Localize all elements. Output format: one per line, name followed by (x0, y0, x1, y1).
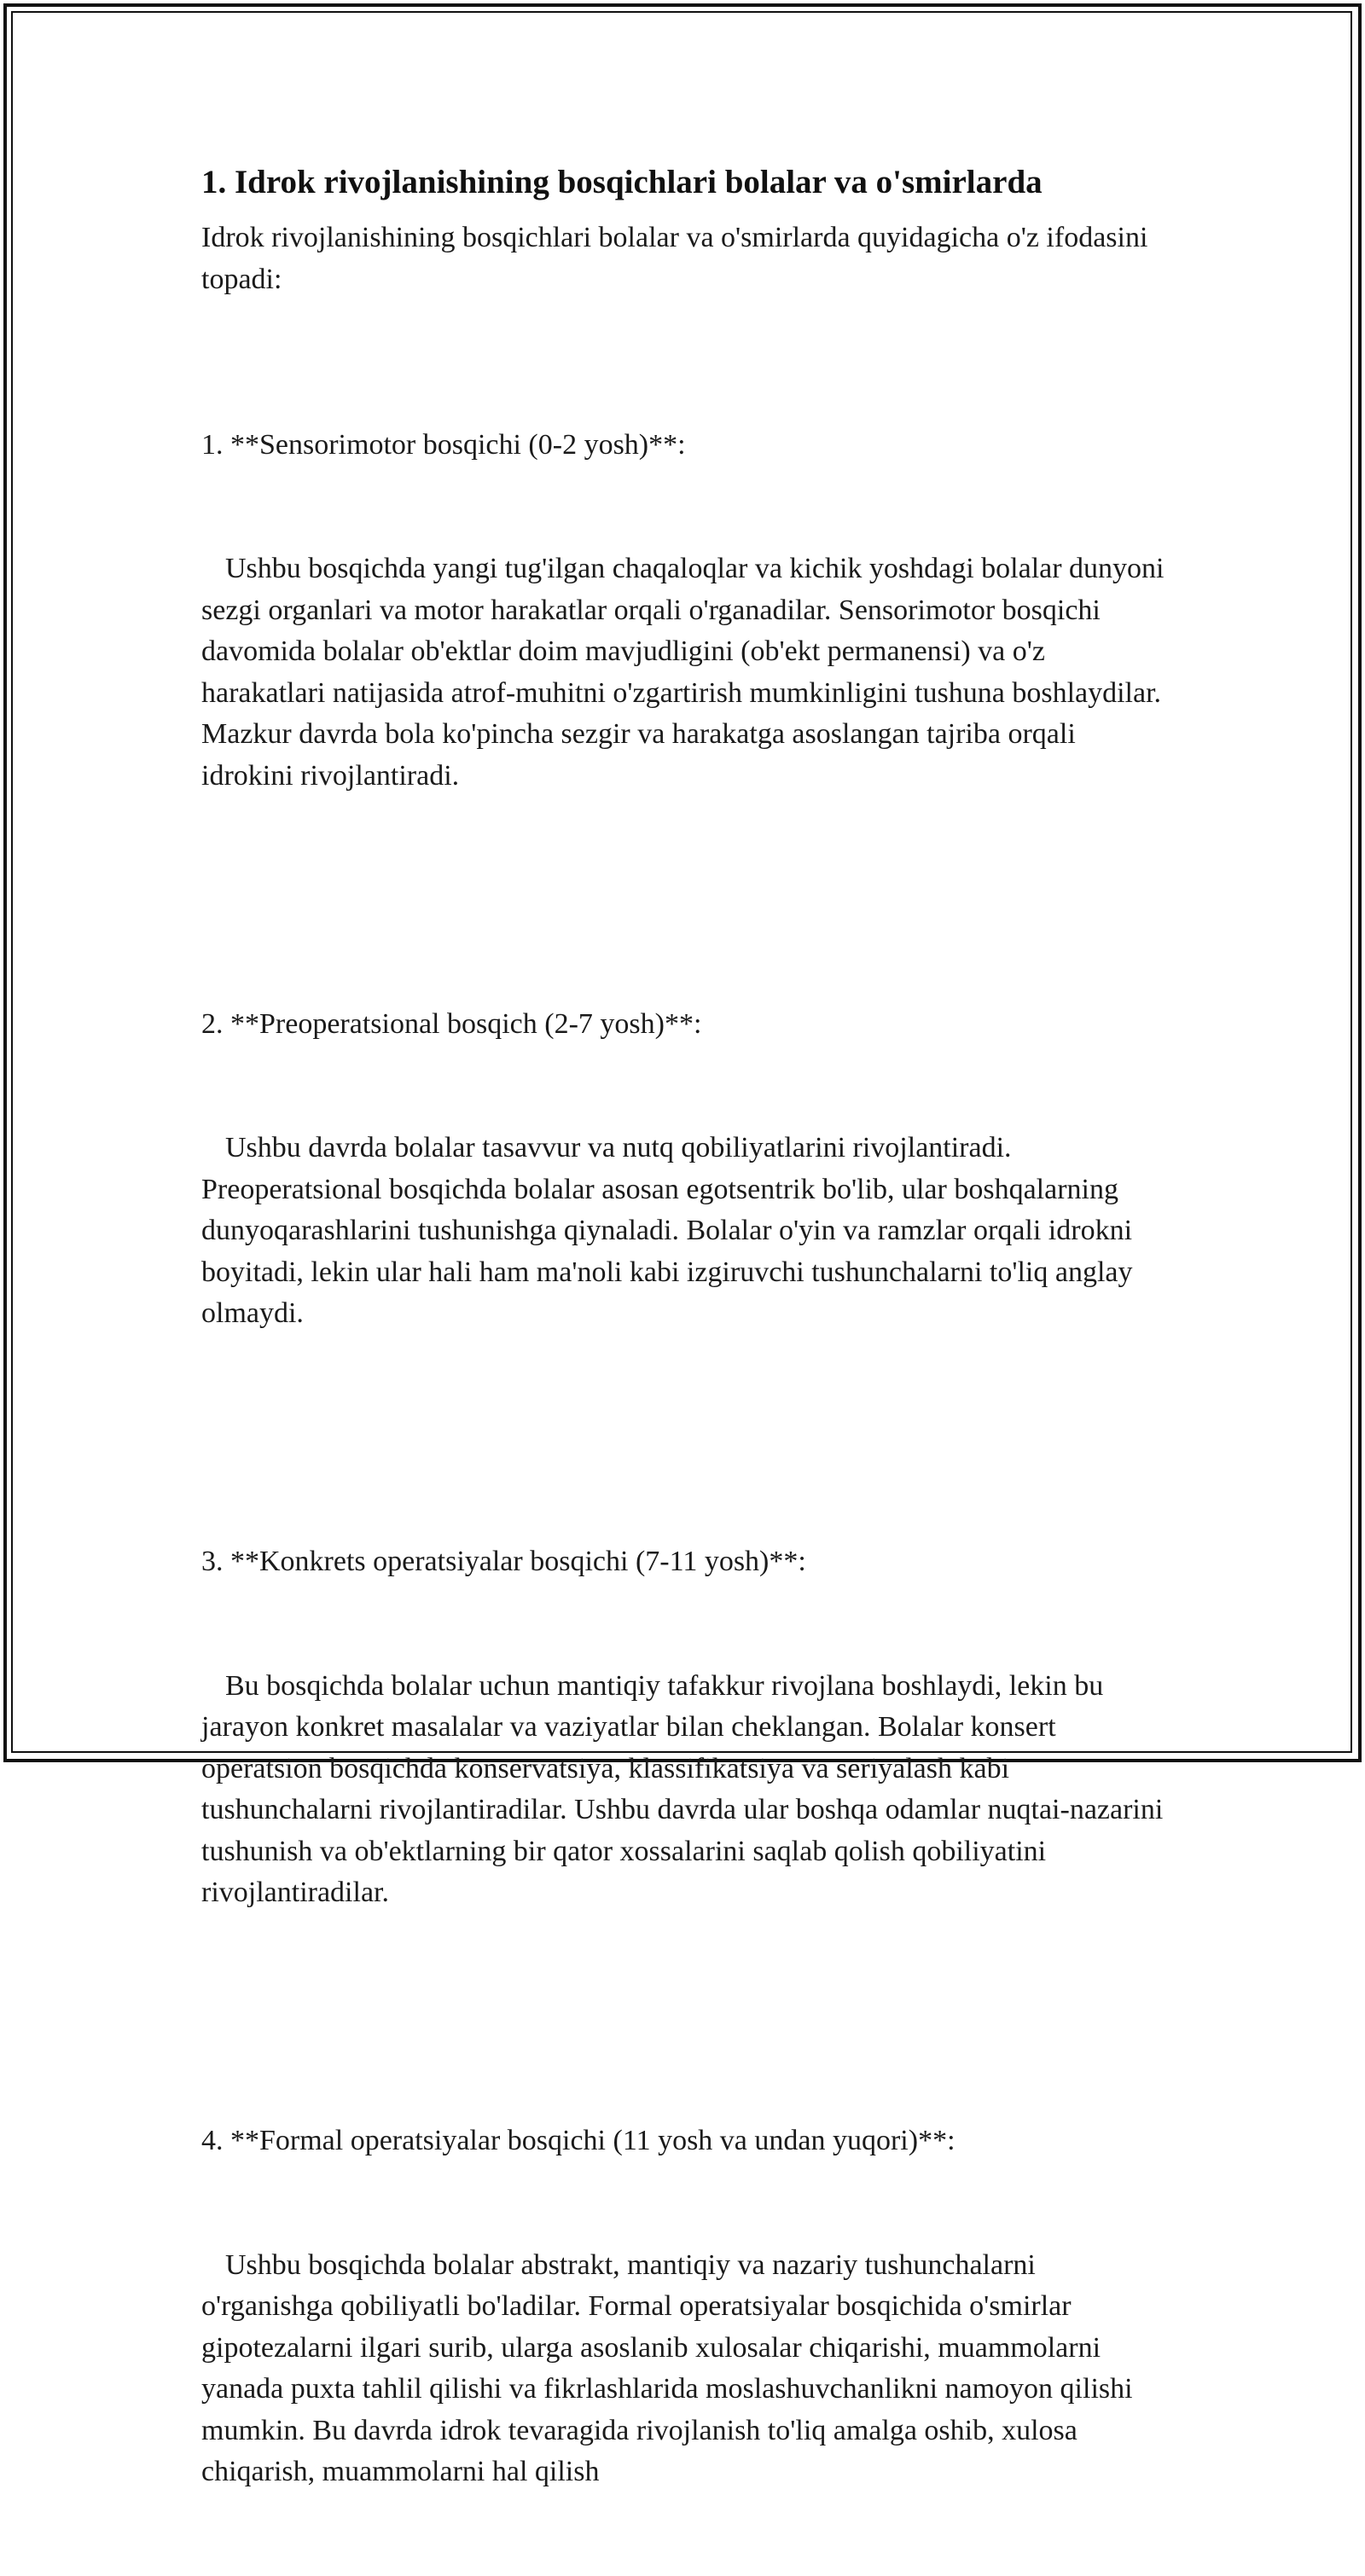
stage-title-1: 1. **Sensorimotor bosqichi (0-2 yosh)**: (201, 428, 686, 461)
stage-section-4 (201, 2038, 1165, 2576)
stage-section-3 (201, 1459, 1170, 1997)
stage-body-3: Bu bosqichda bolalar uchun mantiqiy tafakkur rivojlana boshlaydi, lekin bu jarayon konkret masalalar va vaziyatlar bilan cheklangan. Bolalar konsert operatsion bosqichda konservatsiya, klassifikatsiya va seriyalash kabi tushunchalarni rivojlantiradilar. Ushbu davrda ular boshqa odamlar nuqtai-nazarini tushunish va ob'ektlarning bir qator xossalarini saqlab qolish qobiliyatini rivojlantiradilar. (201, 1669, 1170, 1908)
stage-title-3: 3. **Konkrets operatsiyalar bosqichi (7-11 yosh)**: (201, 1546, 806, 1577)
stage-title-2: 2. **Preoperatsional bosqich (2-7 yosh)**: (201, 1007, 702, 1040)
stage-section-1 (201, 342, 1172, 880)
stage-body-1: Ushbu bosqichda yangi tug'ilgan chaqaloqlar va kichik yoshdagi bolalar dunyoni sezgi organlari va motor harakatlar orqali o'rganadilar. Sensorimotor bosqichi davomida bolalar ob'ektlar doim mavjudligini (ob'ekt permanensi) va o'z harakatlari natijasida atrof-muhitni o'zgartirish mumkinligini tushuna boshlaydilar. Mazkur davrda bola ko'pincha sezgir va harakatga asoslangan tajriba orqali idrokini rivojlantiradi. (201, 553, 1172, 792)
document-body (201, 158, 1172, 2576)
intro-paragraph: Idrok rivojlanishining bosqichlari bolalar va o'smirlarda quyidagicha o'z ifodasini topadi: (201, 222, 1155, 295)
stage-title-4: 4. **Formal operatsiyalar bosqichi (11 yosh va undan yuqori)**: (201, 2125, 956, 2156)
page-title: 1. Idrok rivojlanishining bosqichlari bolalar va o'smirlarda (201, 164, 1043, 200)
stage-body-2: Ushbu davrda bolalar tasavvur va nutq qobiliyatlarini rivojlantiradi. Preoperatsional bosqichda bolalar asosan egotsentrik bo'lib, ular boshqalarning dunyoqarashlarini tushunishga qiynaladi. Bolalar o'yin va ramzlar orqali idrokni boyitadi, lekin ular hali ham ma'noli kabi izgiruvchi tushunchalarni to'liq anglay olmaydi. (201, 1132, 1140, 1329)
stage-section-2 (201, 921, 1165, 1418)
stage-body-4: Ushbu bosqichda bolalar abstrakt, mantiqiy va nazariy tushunchalarni o'rganishga qobiliyatli bo'ladilar. Formal operatsiyalar bosqichida o'smirlar gipotezalarni ilgari surib, ularga asoslanib xulosalar chiqarishi, muammolarni yanada puxta tahlil qilishi va fikrlashlarida moslashuvchanlikni namoyon qilishi mumkin. Bu davrda idrok tevaragida rivojlanish to'liq amalga oshib, xulosa chiqarish, muammolarni hal qilish (201, 2248, 1141, 2487)
